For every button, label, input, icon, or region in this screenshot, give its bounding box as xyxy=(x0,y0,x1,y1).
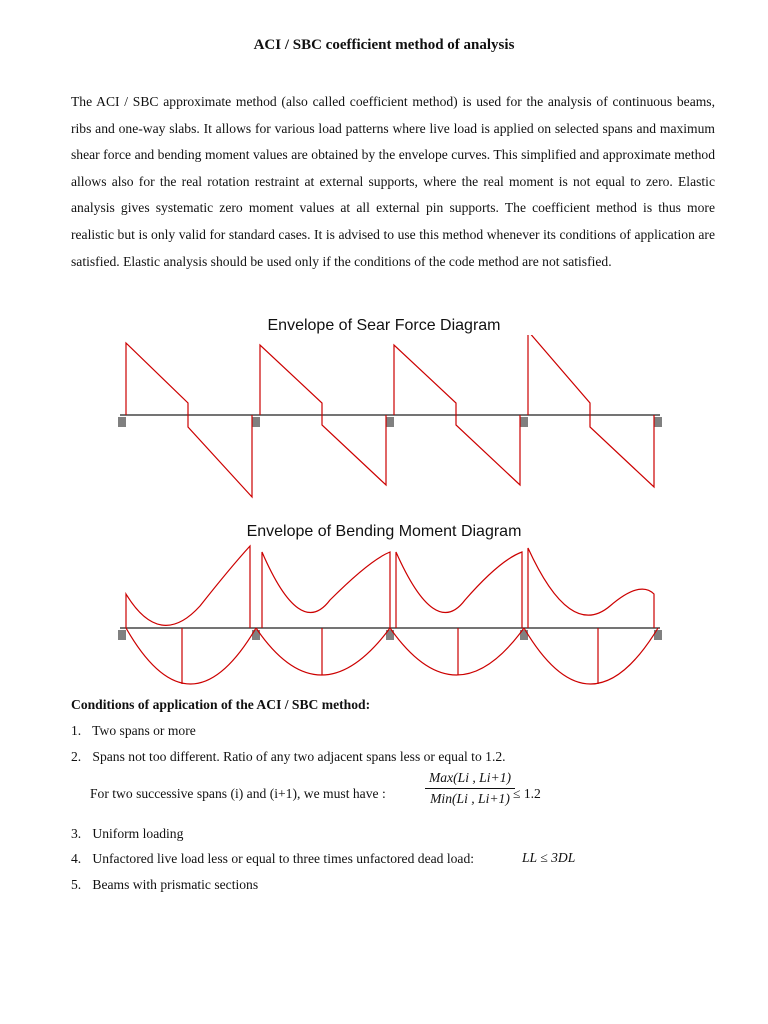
span-3-positive-envelope xyxy=(390,628,524,675)
condition-number: 1. xyxy=(71,723,82,738)
support xyxy=(654,417,662,427)
condition-number: 5. xyxy=(71,877,82,892)
condition-item xyxy=(71,877,258,893)
intro-paragraph: The ACI / SBC approximate method (also called coefficient method) is used for the analysis of continuous beams, ribs and one-way slabs. It allows for various load patterns where live load is applied on selected spans and maximum shear force and bending moment values are obtained by the envelope curves. This simplified and approximate method allows also for the real rotation restraint at external supports, where the real moment is not equal to zero. Elastic analysis gives systematic zero moment values at all external pin supports. The coefficient method is thus more realistic but is only valid for standard cases. It is advised to use this method whenever its conditions of application are satisfied. Elastic analysis should be used only if the conditions of the code method are not satisfied. xyxy=(71,94,715,269)
condition-item xyxy=(71,826,183,842)
moment-envelope-curves xyxy=(126,546,658,684)
bending-moment-envelope-diagram xyxy=(110,540,670,700)
condition-text: Uniform loading xyxy=(92,826,184,841)
condition-text: Beams with prismatic sections xyxy=(92,877,259,892)
fraction-numerator: Max(Li , Li+1) xyxy=(425,770,515,789)
span-2-negative-envelope xyxy=(262,552,390,628)
span-1-shear xyxy=(126,343,252,497)
condition-item xyxy=(71,749,506,765)
support xyxy=(118,630,126,640)
shear-force-envelope-diagram xyxy=(110,335,670,505)
support xyxy=(118,417,126,427)
formula-limit: ≤ 1.2 xyxy=(513,786,541,801)
fraction-denominator: Min(Li , Li+1) xyxy=(430,791,510,806)
condition-text: Two spans or more xyxy=(92,723,196,738)
live-load-equation: LL ≤ 3DL xyxy=(522,850,576,865)
page-title: ACI / SBC coefficient method of analysis xyxy=(253,37,515,53)
span-4-positive-envelope xyxy=(524,628,658,684)
shear-envelope-curves xyxy=(126,335,654,497)
supports xyxy=(118,417,662,427)
conditions-heading: Conditions of application of the ACI / SBC method: xyxy=(71,697,371,712)
span-1-negative-envelope xyxy=(126,546,250,628)
supports xyxy=(118,630,662,640)
span-3-negative-envelope xyxy=(396,552,522,628)
support xyxy=(252,417,260,427)
support xyxy=(520,417,528,427)
condition-number: 4. xyxy=(71,851,82,866)
condition-text: Spans not too different. Ratio of any two adjacent spans less or equal to 1.2. xyxy=(92,749,506,764)
span-4-negative-envelope xyxy=(528,548,654,628)
span-4-shear xyxy=(528,335,654,487)
formula-intro: For two successive spans (i) and (i+1), we must have : xyxy=(90,786,386,801)
condition-number: 3. xyxy=(71,826,82,841)
span-2-positive-envelope xyxy=(256,628,390,675)
span-ratio-fraction xyxy=(425,770,515,807)
condition-number: 2. xyxy=(71,749,82,764)
moment-diagram-title: Envelope of Bending Moment Diagram xyxy=(246,523,522,540)
shear-diagram-title: Envelope of Sear Force Diagram xyxy=(267,317,501,334)
condition-item xyxy=(71,723,196,739)
span-1-positive-envelope xyxy=(126,628,256,684)
support xyxy=(386,417,394,427)
condition-item xyxy=(71,851,474,867)
condition-text: Unfactored live load less or equal to three times unfactored dead load: xyxy=(92,851,475,866)
